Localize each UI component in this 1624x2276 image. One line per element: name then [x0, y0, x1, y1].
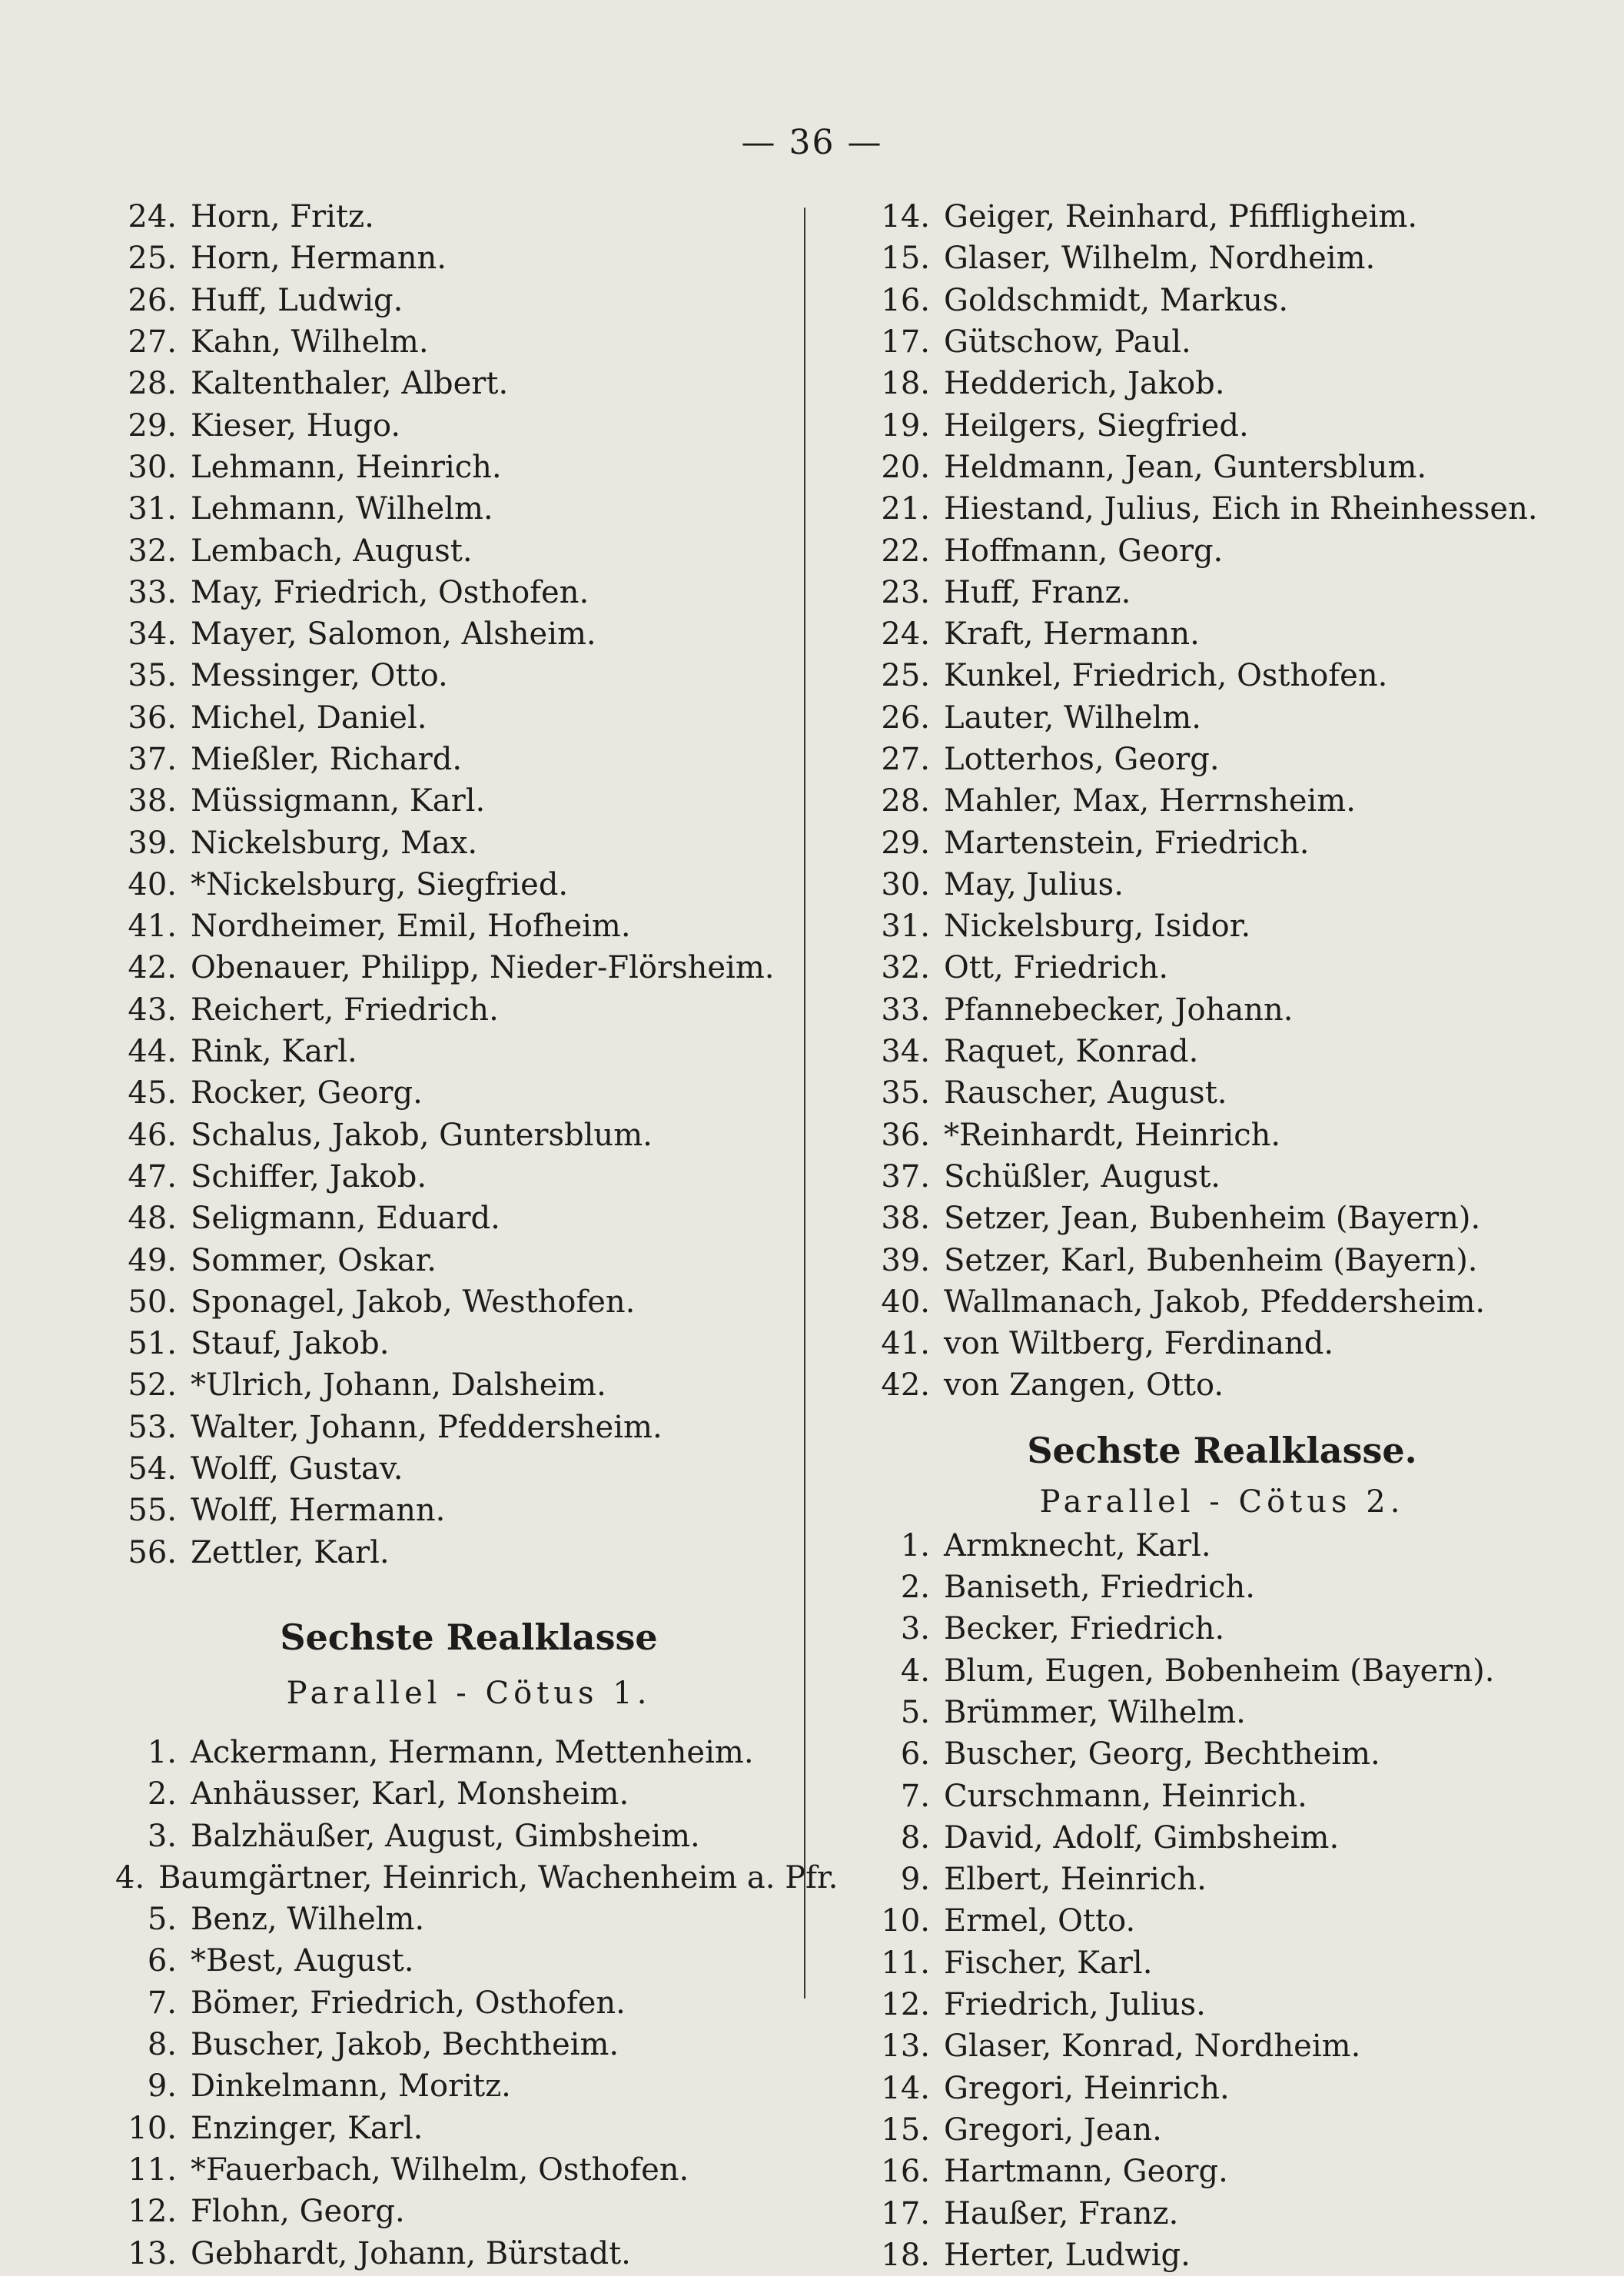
list-item: [115, 1364, 822, 1406]
list-item: [115, 2065, 822, 2107]
student-name: Huff, Ludwig.: [191, 282, 404, 318]
student-name: Gütschow, Paul.: [944, 324, 1191, 361]
entry-number: 50.: [128, 1284, 177, 1320]
list-item: [115, 1732, 822, 1773]
list-item: [868, 1608, 1576, 1650]
student-name: May, Julius.: [944, 866, 1124, 902]
list-item: [115, 2107, 822, 2148]
entry-number: 1.: [147, 1734, 177, 1770]
entry-number: 23.: [881, 574, 930, 610]
list-item: [115, 1815, 822, 1856]
student-name: Hoffmann, Georg.: [944, 533, 1224, 569]
student-name: Nickelsburg, Max.: [191, 825, 478, 861]
list-item: [115, 655, 822, 696]
list-item: [868, 1900, 1576, 1942]
list-item: [115, 447, 822, 488]
list-item: [115, 196, 822, 238]
entry-number: 35.: [128, 658, 177, 694]
list-item: [115, 864, 822, 905]
list-item: [115, 1115, 822, 1156]
entry-number: 10.: [881, 1903, 930, 1939]
student-name: Kaltenthaler, Albert.: [191, 366, 509, 402]
student-name: Stauf, Jakob.: [191, 1326, 390, 1362]
student-name: Setzer, Jean, Bubenheim (Bayern).: [944, 1201, 1481, 1237]
entry-number: 33.: [128, 574, 177, 610]
entry-number: 5.: [147, 1902, 177, 1938]
student-name: Lauter, Wilhelm.: [944, 699, 1201, 736]
entry-number: 22.: [881, 533, 930, 569]
entry-number: 33.: [881, 992, 930, 1028]
entry-number: 11.: [881, 1945, 930, 1981]
entry-number: 29.: [128, 407, 177, 444]
list-item: [115, 1239, 822, 1281]
student-name: Hartmann, Georg.: [944, 2154, 1228, 2190]
entry-number: 13.: [881, 2028, 930, 2065]
list-item: [868, 864, 1576, 905]
entry-number: 2.: [900, 1570, 930, 1606]
entry-number: 14.: [881, 2070, 930, 2106]
entry-number: 19.: [881, 407, 930, 444]
entry-number: 37.: [881, 1158, 930, 1194]
student-name: Bömer, Friedrich, Osthofen.: [191, 1985, 626, 2021]
list-item: [115, 2024, 822, 2065]
student-name: *Best, August.: [191, 1943, 414, 1979]
list-item: [868, 1198, 1576, 1239]
student-list-cotus-2: [868, 1525, 1576, 2276]
list-item: [115, 404, 822, 446]
page-number: — 36 —: [741, 123, 883, 162]
entry-number: 15.: [881, 241, 930, 277]
entry-number: 47.: [128, 1158, 177, 1194]
entry-number: 46.: [128, 1117, 177, 1153]
entry-number: 51.: [128, 1326, 177, 1362]
list-item: [868, 2067, 1576, 2108]
entry-number: 18.: [881, 366, 930, 402]
list-item: [868, 780, 1576, 822]
entry-number: 40.: [128, 866, 177, 902]
entry-number: 18.: [881, 2237, 930, 2273]
student-name: Buscher, Jakob, Bechtheim.: [191, 2027, 619, 2063]
entry-number: 42.: [128, 950, 177, 986]
list-item: [115, 2149, 822, 2191]
student-name: Michel, Daniel.: [191, 699, 427, 736]
list-item: [868, 1156, 1576, 1198]
entry-number: 32.: [881, 950, 930, 986]
entry-number: 4.: [115, 1859, 145, 1896]
list-item: [115, 989, 822, 1031]
list-item: [868, 2234, 1576, 2276]
student-name: Horn, Hermann.: [191, 241, 447, 277]
list-item: [868, 1733, 1576, 1775]
list-item: [115, 363, 822, 404]
student-name: Anhäusser, Karl, Monsheim.: [191, 1776, 629, 1812]
list-item: [868, 1239, 1576, 1281]
list-item: [868, 2109, 1576, 2151]
student-name: Blum, Eugen, Bobenheim (Bayern).: [944, 1653, 1495, 1689]
entry-number: 21.: [881, 491, 930, 527]
student-name: Hiestand, Julius, Eich in Rheinhessen.: [944, 491, 1538, 527]
list-item: [868, 1567, 1576, 1608]
entry-number: 38.: [881, 1201, 930, 1237]
entry-number: 27.: [881, 742, 930, 777]
entry-number: 25.: [128, 241, 177, 277]
list-item: [115, 1031, 822, 1072]
list-item: [868, 404, 1576, 446]
entry-number: 11.: [128, 2151, 177, 2188]
entry-number: 53.: [128, 1409, 177, 1445]
list-item: [115, 1198, 822, 1239]
entry-number: 17.: [881, 2195, 930, 2231]
list-item: [868, 2192, 1576, 2234]
student-name: Ott, Friedrich.: [944, 950, 1169, 986]
list-item: [868, 572, 1576, 613]
student-name: Benz, Wilhelm.: [191, 1902, 425, 1938]
student-name: Walter, Johann, Pfeddersheim.: [191, 1409, 663, 1445]
entry-number: 52.: [128, 1367, 177, 1404]
student-name: von Zangen, Otto.: [944, 1367, 1224, 1404]
entry-number: 31.: [881, 909, 930, 945]
list-item: [115, 572, 822, 613]
list-item: [868, 2151, 1576, 2192]
list-item: [868, 196, 1576, 238]
student-name: Heilgers, Siegfried.: [944, 407, 1249, 444]
list-item: [115, 2191, 822, 2232]
list-item: [115, 321, 822, 363]
list-item: [868, 739, 1576, 780]
student-name: Obenauer, Philipp, Nieder-Flörsheim.: [191, 950, 775, 986]
entry-number: 56.: [128, 1534, 177, 1570]
student-name: Brümmer, Wilhelm.: [944, 1694, 1246, 1730]
list-item: [115, 530, 822, 571]
student-name: Glaser, Konrad, Nordheim.: [944, 2028, 1361, 2065]
list-item: [868, 989, 1576, 1031]
entry-number: 2.: [147, 1776, 177, 1812]
entry-number: 39.: [881, 1242, 930, 1278]
student-name: Huff, Franz.: [944, 574, 1131, 610]
list-item: [115, 905, 822, 947]
section-subheading: Parallel - Cötus 2.: [1039, 1484, 1405, 1520]
student-name: Martenstein, Friedrich.: [944, 825, 1310, 861]
entry-number: 28.: [128, 366, 177, 402]
entry-number: 16.: [881, 282, 930, 318]
entry-number: 5.: [900, 1694, 930, 1730]
student-name: Wolff, Hermann.: [191, 1493, 446, 1529]
list-item: [115, 1323, 822, 1364]
entry-number: 30.: [128, 449, 177, 485]
student-list-continued: [115, 196, 822, 1573]
list-item: [868, 1692, 1576, 1733]
list-item: [868, 1281, 1576, 1323]
section-subheading: Parallel - Cötus 1.: [286, 1675, 652, 1711]
student-name: Rink, Karl.: [191, 1034, 357, 1070]
entry-number: 55.: [128, 1493, 177, 1529]
section-heading: Sechste Realklasse: [280, 1616, 658, 1658]
student-name: Rocker, Georg.: [191, 1075, 423, 1111]
entry-number: 44.: [128, 1034, 177, 1070]
student-list-cotus-1: [115, 1732, 839, 2274]
list-item: [115, 947, 822, 988]
list-item: [868, 488, 1576, 530]
student-name: Mayer, Salomon, Alsheim.: [191, 616, 596, 653]
student-name: Hedderich, Jakob.: [944, 366, 1225, 402]
student-name: Haußer, Franz.: [944, 2195, 1179, 2231]
entry-number: 20.: [881, 449, 930, 485]
student-name: Kieser, Hugo.: [191, 407, 401, 444]
student-name: Geiger, Reinhard, Pfiffligheim.: [944, 199, 1418, 235]
list-item: [115, 1982, 822, 2024]
student-name: *Ulrich, Johann, Dalsheim.: [191, 1367, 606, 1404]
entry-number: 8.: [147, 2027, 177, 2063]
list-item: [115, 488, 822, 530]
student-name: Rauscher, August.: [944, 1075, 1227, 1111]
list-item: [115, 1490, 822, 1531]
list-item: [868, 1072, 1576, 1114]
student-name: *Reinhardt, Heinrich.: [944, 1117, 1281, 1153]
entry-number: 41.: [881, 1326, 930, 1362]
list-item: [868, 613, 1576, 655]
list-item: [868, 1984, 1576, 2025]
entry-number: 38.: [128, 783, 177, 819]
student-name: Curschmann, Heinrich.: [944, 1778, 1307, 1814]
entry-number: 29.: [881, 825, 930, 861]
list-item: [868, 363, 1576, 404]
entry-number: 49.: [128, 1242, 177, 1278]
section-heading: Sechste Realklasse.: [1027, 1429, 1417, 1471]
student-name: Mießler, Richard.: [191, 742, 463, 777]
student-name: Schiffer, Jakob.: [191, 1158, 427, 1194]
entry-number: 6.: [900, 1736, 930, 1773]
student-name: Armknecht, Karl.: [944, 1527, 1211, 1563]
entry-number: 48.: [128, 1201, 177, 1237]
entry-number: 7.: [147, 1985, 177, 2021]
entry-number: 12.: [881, 1987, 930, 2023]
student-name: Dinkelmann, Moritz.: [191, 2068, 511, 2105]
entry-number: 3.: [147, 1818, 177, 1854]
entry-number: 1.: [900, 1527, 930, 1563]
entry-number: 43.: [128, 992, 177, 1028]
student-name: Ackermann, Hermann, Mettenheim.: [191, 1734, 754, 1770]
list-item: [868, 1525, 1576, 1567]
entry-number: 28.: [881, 783, 930, 819]
entry-number: 4.: [900, 1653, 930, 1689]
student-name: Glaser, Wilhelm, Nordheim.: [944, 241, 1376, 277]
entry-number: 12.: [128, 2194, 177, 2230]
student-name: Wallmanach, Jakob, Pfeddersheim.: [944, 1284, 1486, 1320]
entry-number: 30.: [881, 866, 930, 902]
student-name: Elbert, Heinrich.: [944, 1862, 1207, 1898]
student-name: von Wiltberg, Ferdinand.: [944, 1326, 1334, 1362]
entry-number: 31.: [128, 491, 177, 527]
entry-number: 34.: [128, 616, 177, 653]
list-item: [115, 613, 822, 655]
student-name: Sponagel, Jakob, Westhofen.: [191, 1284, 636, 1320]
list-item: [868, 280, 1576, 321]
entry-number: 41.: [128, 909, 177, 945]
student-name: Friedrich, Julius.: [944, 1987, 1206, 2023]
list-item: [868, 1650, 1576, 1692]
list-item: [115, 1281, 822, 1323]
student-name: Gregori, Heinrich.: [944, 2070, 1230, 2106]
student-name: Enzinger, Karl.: [191, 2110, 423, 2146]
student-name: Gebhardt, Johann, Bürstadt.: [191, 2235, 631, 2271]
student-name: Baniseth, Friedrich.: [944, 1570, 1255, 1606]
list-item: [115, 2232, 822, 2274]
student-name: Fischer, Karl.: [944, 1945, 1153, 1981]
list-item: [868, 2025, 1576, 2067]
list-item: [115, 1857, 839, 1899]
entry-number: 26.: [128, 282, 177, 318]
student-name: Müssigmann, Karl.: [191, 783, 486, 819]
list-item: [115, 1407, 822, 1448]
entry-number: 7.: [900, 1778, 930, 1814]
list-item: [115, 739, 822, 780]
list-item: [868, 321, 1576, 363]
list-item: [115, 1899, 822, 1940]
student-name: Goldschmidt, Markus.: [944, 282, 1289, 318]
student-name: Pfannebecker, Johann.: [944, 992, 1294, 1028]
student-name: Becker, Friedrich.: [944, 1611, 1225, 1647]
student-name: Heldmann, Jean, Guntersblum.: [944, 449, 1427, 485]
student-list-continued: [868, 196, 1576, 1407]
entry-number: 27.: [128, 324, 177, 361]
list-item: [868, 822, 1576, 863]
entry-number: 24.: [881, 616, 930, 653]
entry-number: 54.: [128, 1451, 177, 1487]
list-item: [115, 1156, 822, 1198]
list-item: [115, 1773, 822, 1815]
student-name: David, Adolf, Gimbsheim.: [944, 1819, 1340, 1856]
student-name: Baumgärtner, Heinrich, Wachenheim a. Pfr.: [158, 1859, 839, 1896]
student-name: Buscher, Georg, Bechtheim.: [944, 1736, 1380, 1773]
student-name: Kraft, Hermann.: [944, 616, 1200, 653]
student-name: Messinger, Otto.: [191, 658, 448, 694]
entry-number: 14.: [881, 199, 930, 235]
entry-number: 40.: [881, 1284, 930, 1320]
list-item: [868, 1323, 1576, 1364]
entry-number: 13.: [128, 2235, 177, 2271]
student-name: May, Friedrich, Osthofen.: [191, 574, 589, 610]
entry-number: 32.: [128, 533, 177, 569]
list-item: [868, 905, 1576, 947]
student-name: *Nickelsburg, Siegfried.: [191, 866, 569, 902]
left-column: [115, 196, 839, 2274]
list-item: [115, 1940, 822, 1982]
student-name: Wolff, Gustav.: [191, 1451, 404, 1487]
student-name: Lehmann, Wilhelm.: [191, 491, 493, 527]
student-name: Reichert, Friedrich.: [191, 992, 499, 1028]
entry-number: 35.: [881, 1075, 930, 1111]
student-name: Seligmann, Eduard.: [191, 1201, 500, 1237]
entry-number: 26.: [881, 699, 930, 736]
list-item: [868, 447, 1576, 488]
list-item: [868, 1775, 1576, 1816]
entry-number: 6.: [147, 1943, 177, 1979]
list-item: [115, 1532, 822, 1573]
student-name: Sommer, Oskar.: [191, 1242, 437, 1278]
entry-number: 10.: [128, 2110, 177, 2146]
student-name: Balzhäußer, August, Gimbsheim.: [191, 1818, 700, 1854]
entry-number: 36.: [128, 699, 177, 736]
entry-number: 42.: [881, 1367, 930, 1404]
list-item: [868, 697, 1576, 739]
student-name: Ermel, Otto.: [944, 1903, 1136, 1939]
list-item: [868, 530, 1576, 571]
student-name: Lehmann, Heinrich.: [191, 449, 502, 485]
student-name: Nickelsburg, Isidor.: [944, 909, 1251, 945]
student-name: Schüßler, August.: [944, 1158, 1220, 1194]
list-item: [115, 1072, 822, 1114]
entry-number: 15.: [881, 2112, 930, 2148]
student-name: Schalus, Jakob, Guntersblum.: [191, 1117, 653, 1153]
student-name: Flohn, Georg.: [191, 2194, 405, 2230]
student-name: Mahler, Max, Herrnsheim.: [944, 783, 1356, 819]
list-item: [868, 1031, 1576, 1072]
list-item: [115, 697, 822, 739]
list-item: [115, 280, 822, 321]
student-name: Lembach, August.: [191, 533, 473, 569]
list-item: [115, 780, 822, 822]
student-name: Herter, Ludwig.: [944, 2237, 1191, 2273]
entry-number: 37.: [128, 742, 177, 777]
right-column: [868, 196, 1576, 2276]
student-name: Lotterhos, Georg.: [944, 742, 1220, 777]
entry-number: 17.: [881, 324, 930, 361]
student-name: Setzer, Karl, Bubenheim (Bayern).: [944, 1242, 1478, 1278]
entry-number: 34.: [881, 1034, 930, 1070]
entry-number: 16.: [881, 2154, 930, 2190]
list-item: [868, 655, 1576, 696]
list-item: [868, 1817, 1576, 1859]
entry-number: 3.: [900, 1611, 930, 1647]
list-item: [115, 238, 822, 279]
list-item: [115, 1448, 822, 1490]
list-item: [868, 1942, 1576, 1984]
student-name: Horn, Fritz.: [191, 199, 374, 235]
list-item: [868, 947, 1576, 988]
list-item: [868, 1115, 1576, 1156]
student-name: Nordheimer, Emil, Hofheim.: [191, 909, 631, 945]
entry-number: 36.: [881, 1117, 930, 1153]
entry-number: 45.: [128, 1075, 177, 1111]
list-item: [115, 822, 822, 863]
entry-number: 9.: [900, 1862, 930, 1898]
student-name: Gregori, Jean.: [944, 2112, 1162, 2148]
student-name: Kahn, Wilhelm.: [191, 324, 429, 361]
list-item: [868, 1364, 1576, 1406]
entry-number: 25.: [881, 658, 930, 694]
student-name: *Fauerbach, Wilhelm, Osthofen.: [191, 2151, 689, 2188]
list-item: [868, 238, 1576, 279]
entry-number: 8.: [900, 1819, 930, 1856]
entry-number: 39.: [128, 825, 177, 861]
entry-number: 9.: [147, 2068, 177, 2105]
entry-number: 24.: [128, 199, 177, 235]
student-name: Raquet, Konrad.: [944, 1034, 1199, 1070]
student-name: Zettler, Karl.: [191, 1534, 390, 1570]
list-item: [868, 1859, 1576, 1900]
student-name: Kunkel, Friedrich, Osthofen.: [944, 658, 1388, 694]
